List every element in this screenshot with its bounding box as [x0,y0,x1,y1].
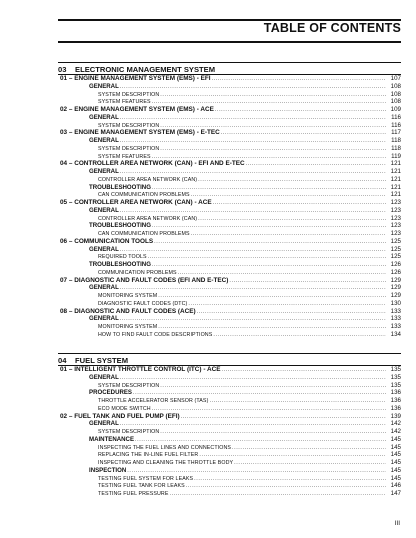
toc-page-number: 121 [390,160,401,168]
toc-entry-label: GENERAL [89,315,119,323]
dot-leader [181,414,386,421]
toc-entry-label: 01 – ENGINE MANAGEMENT SYSTEM (EMS) - EFI [60,75,211,82]
toc-entry-label: THROTTLE ACCELERATOR SENSOR (TAS) [98,398,209,404]
toc-topic-entry[interactable] [58,122,401,130]
toc-page-number: 145 [390,451,401,459]
toc-entry-label: TROUBLESHOOTING [89,183,151,191]
toc-chapter-entry[interactable] [58,199,401,207]
toc-page-number: 147 [390,490,401,497]
toc-chapter-entry[interactable] [58,366,401,374]
toc-section-electronic-management [58,62,401,339]
toc-entry-label: SYSTEM DESCRIPTION [98,91,160,98]
section-title: FUEL SYSTEM [75,355,129,365]
toc-subsection-entry[interactable] [58,246,401,254]
toc-subsection-entry[interactable] [58,389,401,397]
toc-topic-entry[interactable] [58,323,401,331]
dot-leader [127,468,386,475]
toc-page-number: 133 [390,307,401,315]
toc-chapter-entry[interactable] [58,160,401,168]
toc-entry-label: 02 – ENGINE MANAGEMENT SYSTEM (EMS) - ACE [60,106,214,113]
dot-leader [120,285,386,292]
toc-entry-label: TESTING FUEL SYSTEM FOR LEAKS [98,475,194,482]
toc-entry-label: 05 – CONTROLLER AREA NETWORK (CAN) - ACE [60,199,212,206]
toc-topic-entry[interactable] [58,490,401,498]
toc-subsection-entry[interactable] [58,374,401,382]
dot-leader [152,99,386,106]
toc-subsection-entry[interactable] [58,284,401,292]
toc-entry-label: 01 – INTELLIGENT THROTTLE CONTROL (ITC) - ACE [60,366,221,373]
toc-page-number: 145 [390,474,401,482]
section-number: 04 [58,355,67,365]
toc-chapter-entry[interactable] [58,413,401,421]
dot-leader [152,154,386,161]
toc-topic-entry[interactable] [58,292,401,300]
section-header [58,353,401,366]
page-title: TABLE OF CONTENTS [263,21,401,35]
toc-entry-label: CAN COMMUNICATION PROBLEMS [98,192,190,199]
toc-page-number: 117 [391,129,401,137]
toc-entry-label: GENERAL [89,113,119,121]
toc-entry-label: INSPECTING THE FUEL LINES AND CONNECTIONS [98,444,232,451]
toc-entry-label: SYSTEM FEATURES [98,99,151,106]
toc-subsection-entry[interactable] [58,436,401,444]
toc-entry-label: HOW TO FIND FAULT CODE DESCRIPTIONS [98,331,213,338]
toc-topic-entry[interactable] [58,428,401,436]
dot-leader [152,262,386,269]
title-bottom-rule [58,41,401,43]
toc-page-number: 125 [390,245,401,253]
dot-leader [120,421,386,428]
toc-page-number: 123 [390,214,401,222]
toc-subsection-entry[interactable] [58,137,401,145]
toc-entry-label: CONTROLLER AREA NETWORK (CAN) [98,176,198,183]
toc-entry-label: SYSTEM DESCRIPTION [98,145,160,152]
toc-topic-entry[interactable] [58,230,401,238]
dot-leader [120,138,386,145]
toc-topic-entry[interactable] [58,397,401,405]
dot-leader [197,309,386,316]
dot-leader [246,161,386,168]
toc-topic-entry[interactable] [58,253,401,261]
toc-page-number: 118 [391,144,401,152]
toc-page-number: 135 [390,366,401,373]
toc-entry-label: TESTING FUEL TANK FOR LEAKS [98,483,185,490]
toc-topic-entry[interactable] [58,451,401,459]
toc-subsection-entry[interactable] [58,222,401,230]
dot-leader [232,445,386,452]
dot-leader [120,208,386,215]
toc-entry-label: COMMUNICATION PROBLEMS [98,269,177,276]
toc-page-number: 126 [390,268,401,276]
page-number: III [394,520,400,527]
toc-page-number: 108 [390,90,401,98]
toc-page-number: 146 [390,482,401,490]
toc-topic-entry[interactable] [58,482,401,490]
toc-entry-label: SYSTEM DESCRIPTION [98,122,160,129]
dot-leader [160,429,386,436]
dot-leader [148,254,386,261]
toc-entry-label: SYSTEM FEATURES [98,153,151,160]
toc-page-number: 129 [390,284,401,292]
toc-entry-label: 08 – DIAGNOSTIC AND FAULT CODES (ACE) [60,307,196,315]
dot-leader [198,177,386,184]
toc-page-number: 121 [390,168,401,175]
toc-page-number: 121 [390,191,401,199]
toc-page-number: 107 [390,75,401,82]
toc-page-number: 121 [390,183,401,191]
toc-subsection-entry[interactable] [58,83,401,91]
toc-entry-label: ECO MODE SWITCH [98,405,151,412]
toc-page-number: 145 [390,443,401,451]
dot-leader [158,293,386,300]
toc-topic-entry[interactable] [58,91,401,99]
toc-topic-entry[interactable] [58,444,401,452]
toc-page-number: 133 [390,323,401,330]
dot-leader [229,278,386,285]
toc-entry-label: 03 – ENGINE MANAGEMENT SYSTEM (EMS) - E-TEC [60,129,220,137]
dot-leader [160,146,386,153]
toc-page-number: 136 [390,389,401,397]
toc-page-number: 116 [391,121,401,129]
dot-leader [160,123,386,130]
toc-subsection-entry[interactable] [58,207,401,215]
dot-leader [178,270,386,277]
dot-leader [194,476,386,483]
dot-leader [158,324,386,331]
toc-subsection-entry[interactable] [58,114,401,122]
toc-page-number: 123 [390,222,401,230]
toc-entry-label: 04 – CONTROLLER AREA NETWORK (CAN) - EFI AND E-TEC [60,160,245,168]
toc-topic-entry[interactable] [58,300,401,308]
toc-topic-entry[interactable] [58,269,401,277]
toc-entry-label: TROUBLESHOOTING [89,222,151,230]
toc-chapter-entry[interactable] [58,277,401,285]
toc-entry-label: TESTING FUEL PRESSURE [98,491,169,497]
toc-page-number: 108 [390,98,401,106]
dot-leader [198,216,386,223]
dot-leader [213,332,386,339]
toc-page-number: 125 [390,253,401,261]
toc-page-number: 130 [390,299,401,307]
toc-entry-label: GENERAL [89,284,119,292]
toc-page-number: 123 [390,206,401,214]
dot-leader [213,200,386,207]
toc-entry-label: SYSTEM DESCRIPTION [98,382,160,389]
toc-page-number: 125 [390,237,401,245]
toc-entry-label: INSPECTING AND CLEANING THE THROTTLE BODY [98,460,234,466]
dot-leader [199,452,386,459]
toc-entry-label: MONITORING SYSTEM [98,324,158,330]
toc-topic-entry[interactable] [58,191,401,199]
toc-topic-entry[interactable] [58,405,401,413]
dot-leader [152,223,386,230]
toc-topic-entry[interactable] [58,98,401,106]
toc-page-number: 129 [390,292,401,299]
dot-leader [191,231,386,238]
dot-leader [169,491,386,498]
toc-entry-label: MONITORING SYSTEM [98,293,158,299]
toc-page-number: 123 [390,199,401,206]
dot-leader [133,390,386,397]
toc-entry-label: PROCEDURES [89,389,133,397]
toc-page-number: 119 [391,152,401,160]
toc-entry-list [58,75,401,339]
dot-leader [152,185,386,192]
toc-page-number: 116 [391,113,401,121]
dot-leader [120,115,386,122]
toc-page-number: 118 [391,137,401,144]
dot-leader [160,383,386,390]
toc-entry-label: REPLACING THE IN-LINE FUEL FILTER [98,452,199,459]
toc-chapter-entry[interactable] [58,129,401,137]
toc-topic-entry[interactable] [58,145,401,153]
dot-leader [152,406,386,413]
toc-page-number: 126 [390,261,401,268]
toc-page-number: 135 [390,373,401,381]
toc-subsection-entry[interactable] [58,261,401,269]
toc-entry-label: GENERAL [89,137,119,144]
dot-leader [120,375,386,382]
toc-page-number: 139 [390,412,401,420]
toc-page-number: 145 [390,435,401,443]
toc-section-fuel-system [58,353,401,498]
toc-page-number: 109 [390,106,401,113]
dot-leader [186,483,386,490]
toc-topic-entry[interactable] [58,176,401,184]
toc-subsection-entry[interactable] [58,315,401,323]
toc-chapter-entry[interactable] [58,308,401,316]
toc-page-number: 121 [390,175,401,183]
dot-leader [212,76,386,83]
toc-entry-label: GENERAL [89,245,119,253]
toc-chapter-entry[interactable] [58,106,401,114]
toc-page-number: 145 [390,459,401,466]
section-header [58,62,401,75]
toc-subsection-entry[interactable] [58,420,401,428]
toc-page-number: 134 [390,330,401,338]
toc-entry-label: CAN COMMUNICATION PROBLEMS [98,231,190,237]
toc-topic-entry[interactable] [58,475,401,483]
toc-topic-entry[interactable] [58,215,401,223]
dot-leader [160,92,386,99]
dot-leader [221,367,386,374]
toc-entry-label: GENERAL [89,206,119,214]
toc-page-number: 136 [390,397,401,404]
toc-entry-label: DIAGNOSTIC FAULT CODES (DTC) [98,300,188,307]
toc-topic-entry[interactable] [58,382,401,390]
dot-leader [120,169,386,176]
toc-chapter-entry[interactable] [58,238,401,246]
toc-entry-label: REQUIRED TOOLS [98,254,147,261]
toc-subsection-entry[interactable] [58,168,401,176]
toc-entry-label: 06 – COMMUNICATION TOOLS [60,237,154,245]
toc-page-number: 108 [390,82,401,90]
toc-page-number: 145 [390,466,401,474]
dot-leader [234,460,386,467]
toc-topic-entry[interactable] [58,153,401,161]
toc-entry-label: 07 – DIAGNOSTIC AND FAULT CODES (EFI AND E-TEC) [60,276,229,284]
toc-entry-label: GENERAL [89,168,119,175]
toc-entry-label: MAINTENANCE [89,435,135,443]
dot-leader [188,301,386,308]
toc-page-number: 135 [390,381,401,389]
toc-entry-label: TROUBLESHOOTING [89,261,151,268]
dot-leader [120,84,386,91]
toc-entry-label: GENERAL [89,373,119,381]
toc-entry-label: GENERAL [89,82,119,90]
toc-entry-label: INSPECTION [89,466,127,474]
toc-entry-label: GENERAL [89,420,119,428]
toc-entry-label: SYSTEM DESCRIPTION [98,429,160,435]
section-number: 03 [58,64,67,74]
toc-page-number: 123 [390,230,401,237]
toc-page-number: 142 [390,420,401,428]
toc-subsection-entry[interactable] [58,184,401,192]
toc-page-number: 136 [390,404,401,412]
toc-entry-label: 02 – FUEL TANK AND FUEL PUMP (EFI) [60,412,180,420]
toc-entry-list [58,366,401,498]
dot-leader [191,192,386,199]
dot-leader [120,316,386,323]
dot-leader [120,247,386,254]
toc-chapter-entry[interactable] [58,75,401,83]
dot-leader [209,398,386,405]
toc-subsection-entry[interactable] [58,467,401,475]
dot-leader [215,107,386,114]
toc-entry-label: CONTROLLER AREA NETWORK (CAN) [98,215,198,222]
toc-topic-entry[interactable] [58,459,401,467]
toc-topic-entry[interactable] [58,331,401,339]
dot-leader [154,239,386,246]
toc-page-number: 133 [390,315,401,323]
toc-page-number: 142 [390,428,401,435]
section-title: ELECTRONIC MANAGEMENT SYSTEM [75,64,216,74]
toc-page-number: 129 [390,276,401,284]
dot-leader [221,130,386,137]
dot-leader [135,437,386,444]
